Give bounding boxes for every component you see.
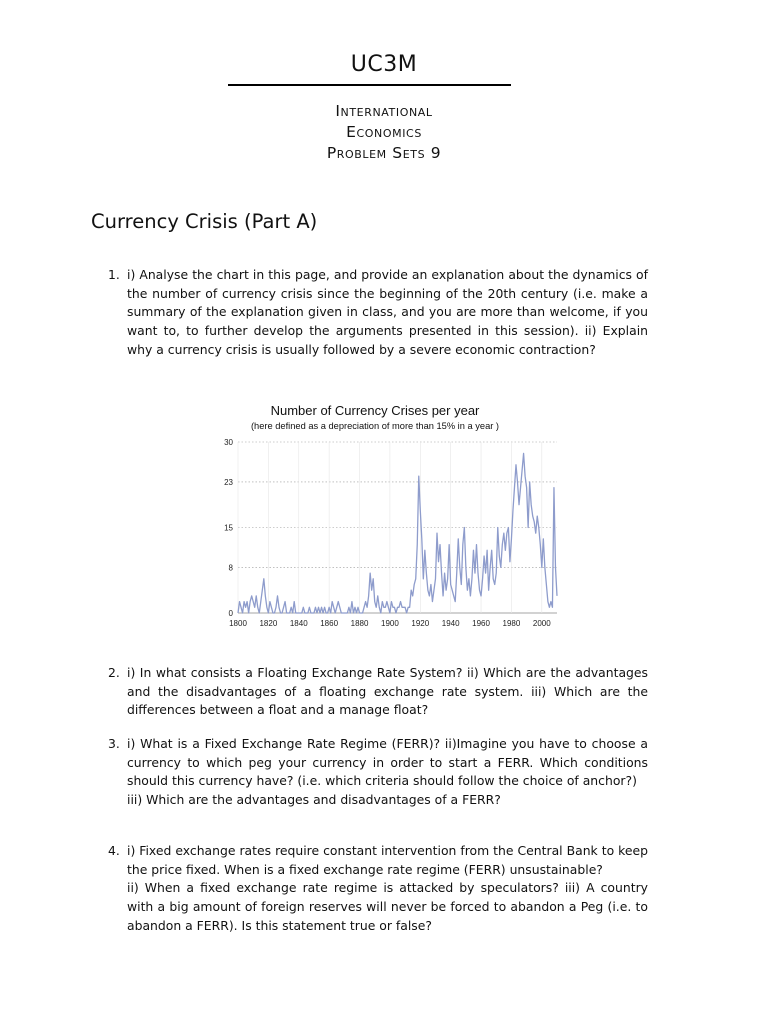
question-1: [108, 266, 648, 360]
question-4: [108, 842, 648, 936]
title-rule: [228, 84, 511, 86]
y-tick-label: 23: [224, 477, 233, 487]
question-3: [108, 735, 648, 810]
x-tick-label: 1880: [350, 619, 369, 628]
y-axis: [224, 438, 233, 618]
x-tick-label: 1800: [229, 619, 247, 628]
chart-title: Number of Currency Crises per year: [270, 403, 480, 418]
y-tick-label: 8: [228, 563, 233, 573]
course-line-3: Problem Sets 9: [326, 144, 442, 162]
chart-svg: [212, 400, 562, 640]
question-number: 4.: [108, 843, 120, 858]
question-text: ii) When a fixed exchange rate regime is attacked by speculators? iii) A country with a big amount of foreign reserves will never be forced to abandon a Peg (i.e. to abandon a FERR). Is this statement true or false?: [127, 880, 648, 933]
series-line-0: [238, 453, 557, 613]
question-text: i) In what consists a Floating Exchange Rate System? ii) Which are the advantages and the disadvantages of a floating exchange rate system. iii) Which are the differences between a float and a manage float?: [127, 665, 648, 718]
chart-subtitle: (here defined as a depreciation of more than 15% in a year ): [250, 421, 500, 431]
question-number: 3.: [108, 736, 120, 751]
section-title: Currency Crisis (Part A): [91, 210, 318, 233]
question-text: i) What is a Fixed Exchange Rate Regime (FERR)? ii)Imagine you have to choose a currency to which peg your currency in order to start a FERR. Which conditions should this currency have? (i.e. which criteria should follow the choice of anchor?): [127, 736, 648, 789]
x-tick-label: 1940: [441, 619, 460, 628]
question-text: i) Analyse the chart in this page, and provide an explanation about the dynamics of the number of currency crisis since the beginning of the 20th century (i.e. make a summary of the explanation given in class, and you are more than welcome, if you want to, to further develop the arguments presented in this session). ii) Explain why a currency crisis is usually followed by a severe economic contraction?: [127, 267, 648, 357]
question-number: 2.: [108, 665, 120, 680]
chart-grid: [238, 442, 557, 613]
x-tick-label: 1820: [259, 619, 278, 628]
y-tick-label: 0: [228, 609, 233, 618]
x-tick-label: 1980: [502, 619, 521, 628]
x-tick-label: 1960: [472, 619, 490, 628]
question-2: [108, 664, 648, 720]
x-tick-label: 2000: [532, 619, 551, 628]
x-tick-label: 1900: [381, 619, 399, 628]
currency-crises-chart: [212, 400, 562, 640]
x-tick-label: 1920: [411, 619, 430, 628]
course-line-1: International: [335, 102, 433, 120]
chart-series: [238, 453, 557, 613]
institution-title: UC3M: [350, 52, 418, 77]
x-axis: [229, 619, 551, 628]
x-tick-label: 1860: [320, 619, 339, 628]
y-tick-label: 30: [224, 438, 233, 447]
question-number: 1.: [108, 267, 120, 282]
x-tick-label: 1840: [289, 619, 308, 628]
question-text: i) Fixed exchange rates require constant intervention from the Central Bank to keep the price fixed. When is a fixed exchange rate regime (FERR) unsustainable?: [127, 843, 648, 877]
question-text: iii) Which are the advantages and disadvantages of a FERR?: [127, 792, 501, 808]
course-line-2: Economics: [346, 123, 422, 141]
y-tick-label: 15: [224, 523, 233, 533]
